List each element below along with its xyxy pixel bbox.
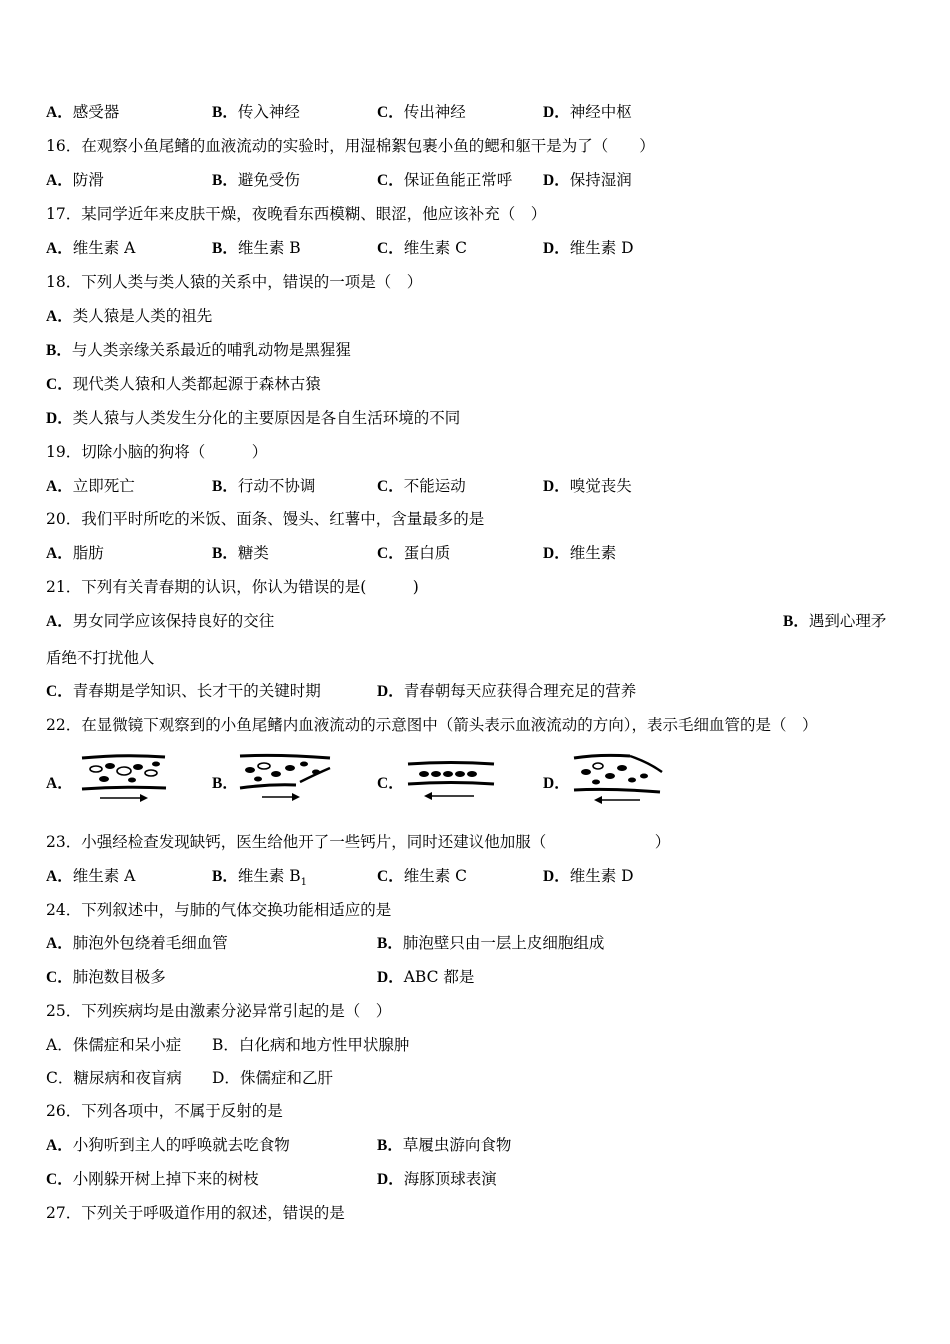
q19-option-d: D．嗅觉丧失 bbox=[543, 477, 632, 495]
q21-option-b: B．遇到心理矛 bbox=[783, 612, 887, 630]
q25-stem: 25．下列疾病均是由激素分泌异常引起的是（ ） bbox=[46, 1002, 392, 1020]
q15-option-d: D．神经中枢 bbox=[543, 103, 632, 121]
q27-stem: 27．下列关于呼吸道作用的叙述，错误的是 bbox=[46, 1204, 345, 1222]
q24-option-c: C．肺泡数目极多 bbox=[46, 968, 166, 986]
q26-option-c: C．小刚躲开树上掉下来的树枝 bbox=[46, 1170, 259, 1188]
q19-stem: 19．切除小脑的狗将（ ） bbox=[46, 443, 268, 461]
q23-option-a: A．维生素 A bbox=[46, 867, 136, 885]
q21-option-c: C．青春期是学知识、长才干的关键时期 bbox=[46, 682, 321, 700]
q22-figure-a bbox=[80, 752, 170, 804]
q23-stem: 23．小强经检查发现缺钙，医生给他开了一些钙片，同时还建议他加服（ ） bbox=[46, 833, 671, 851]
q18-option-a: A．类人猿是人类的祖先 bbox=[46, 307, 213, 325]
q24-option-d: D．ABC 都是 bbox=[377, 968, 475, 986]
q23-option-d: D．维生素 D bbox=[543, 867, 634, 885]
q22-option-b: B． bbox=[212, 775, 238, 792]
q20-option-a: A．脂肪 bbox=[46, 544, 104, 562]
q22-figure-c bbox=[406, 758, 496, 802]
q26-option-a: A．小狗听到主人的呼唤就去吃食物 bbox=[46, 1136, 290, 1154]
q16-option-b: B．避免受伤 bbox=[212, 171, 300, 189]
q25-option-d: D．侏儒症和乙肝 bbox=[212, 1069, 333, 1087]
q25-option-c: C．糖尿病和夜盲病 bbox=[46, 1069, 182, 1087]
q18-option-b: B．与人类亲缘关系最近的哺乳动物是黑猩猩 bbox=[46, 341, 351, 359]
q16-option-d: D．保持湿润 bbox=[543, 171, 632, 189]
q18-option-d: D．类人猿与人类发生分化的主要原因是各自生活环境的不同 bbox=[46, 409, 461, 427]
q18-stem: 18．下列人类与类人猿的关系中，错误的一项是（ ） bbox=[46, 273, 423, 291]
q20-option-b: B．糖类 bbox=[212, 544, 269, 562]
q22-figure-b bbox=[238, 752, 334, 804]
q16-option-a: A．防滑 bbox=[46, 171, 104, 189]
q20-option-d: D．维生素 bbox=[543, 544, 617, 562]
q21-option-a: A．男女同学应该保持良好的交往 bbox=[46, 612, 275, 630]
q22-option-c: C． bbox=[377, 775, 404, 792]
q15-option-a: A．感受器 bbox=[46, 103, 120, 121]
q15-option-b: B．传入神经 bbox=[212, 103, 300, 121]
q17-option-d: D．维生素 D bbox=[543, 239, 634, 257]
q17-option-b: B．维生素 B bbox=[212, 239, 301, 257]
q17-option-c: C．维生素 C bbox=[377, 239, 467, 257]
q22-option-d: D． bbox=[543, 775, 570, 792]
q19-option-a: A．立即死亡 bbox=[46, 477, 135, 495]
q19-option-b: B．行动不协调 bbox=[212, 477, 316, 495]
q21-stem: 21．下列有关青春期的认识，你认为错误的是( ) bbox=[46, 578, 419, 596]
q17-option-a: A．维生素 A bbox=[46, 239, 136, 257]
q20-option-c: C．蛋白质 bbox=[377, 544, 451, 562]
q23-option-c: C．维生素 C bbox=[377, 867, 467, 885]
q21-option-b-continued: 盾绝不打扰他人 bbox=[46, 649, 155, 667]
q24-option-b: B．肺泡壁只由一层上皮细胞组成 bbox=[377, 934, 605, 952]
q22-option-a: A． bbox=[46, 775, 73, 792]
q17-stem: 17．某同学近年来皮肤干燥，夜晚看东西模糊、眼涩，他应该补充（ ） bbox=[46, 205, 547, 223]
q26-stem: 26．下列各项中，不属于反射的是 bbox=[46, 1102, 283, 1120]
q21-option-d: D．青春朝每天应获得合理充足的营养 bbox=[377, 682, 637, 700]
q19-option-c: C．不能运动 bbox=[377, 477, 466, 495]
q18-option-c: C．现代类人猿和人类都起源于森林古猿 bbox=[46, 375, 321, 393]
q20-stem: 20．我们平时所吃的米饭、面条、馒头、红薯中，含量最多的是 bbox=[46, 510, 485, 528]
q22-stem: 22．在显微镜下观察到的小鱼尾鳍内血液流动的示意图中（箭头表示血液流动的方向），表示毛细血管的是（ ） bbox=[46, 716, 818, 734]
q24-stem: 24．下列叙述中，与肺的气体交换功能相适应的是 bbox=[46, 901, 392, 919]
q16-stem: 16．在观察小鱼尾鳍的血液流动的实验时，用湿棉絮包裹小鱼的鳃和躯干是为了（ ） bbox=[46, 137, 655, 155]
q25-option-a: A．侏儒症和呆小症 bbox=[46, 1036, 182, 1054]
q15-option-c: C．传出神经 bbox=[377, 103, 466, 121]
q16-option-c: C．保证鱼能正常呼 bbox=[377, 171, 513, 189]
q26-option-d: D．海豚顶球表演 bbox=[377, 1170, 497, 1188]
q26-option-b: B．草履虫游向食物 bbox=[377, 1136, 512, 1154]
q24-option-a: A．肺泡外包绕着毛细血管 bbox=[46, 934, 228, 952]
q25-option-b: B．白化病和地方性甲状腺肿 bbox=[212, 1036, 410, 1054]
q22-figure-d bbox=[570, 752, 666, 806]
q23-option-b: B．维生素 $B_1$ bbox=[212, 867, 308, 889]
